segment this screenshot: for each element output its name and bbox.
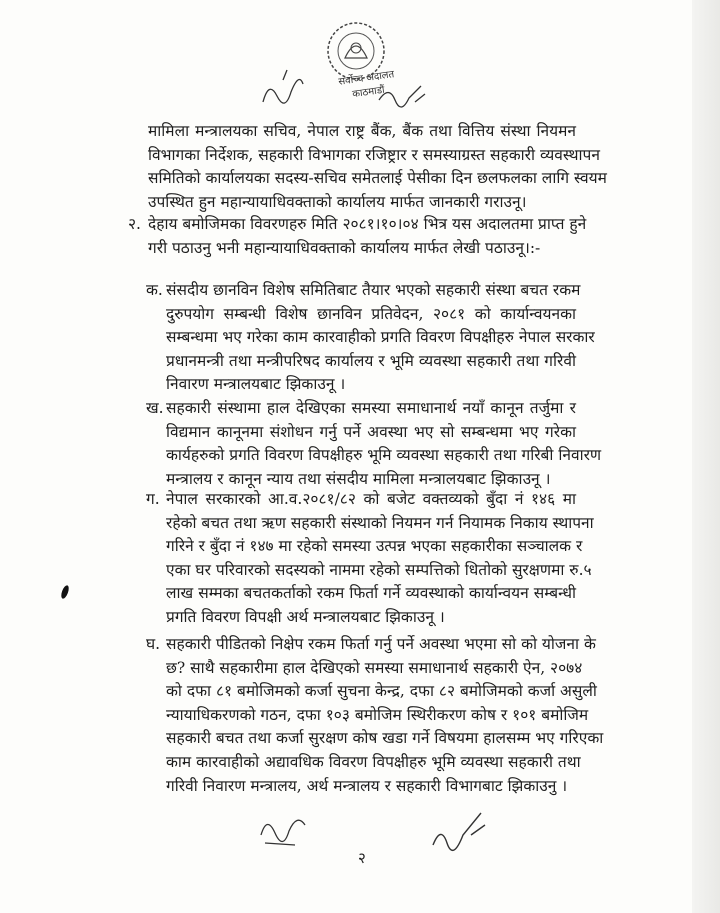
text-line: निवारण मन्त्रालयबाट झिकाउनू ।: [166, 375, 346, 394]
list-number: ग.: [146, 490, 160, 508]
signature-top-left: [255, 62, 315, 112]
text-line: गरिने र बुँदा नं १४७ मा रहेको समस्या उत्पन्न भएका सहकारीका सञ्चालक र: [166, 537, 583, 556]
text-line: छ? साथै सहकारीमा हाल देखिएको समस्या समाधानार्थ सहकारी ऐन, २०७४: [166, 658, 583, 677]
text-line: दुरुपयोग सम्बन्धी विशेष छानविन प्रतिवेदन, २०८१ को कार्यान्वयनका: [166, 304, 576, 323]
text-line: को दफा ८१ बमोजिमको कर्जा सुचना केन्द्र, दफा ८२ बमोजिमको कर्जा असुली: [166, 682, 597, 701]
text-line: न्यायाधिकरणको गठन, दफा १०३ बमोजिम स्थिरीकरण कोष र १०१ बमोजिम: [166, 705, 589, 724]
text-line: काम कारवाहीको अद्यावधिक विवरण विपक्षीहरु भूमि व्यवस्था सहकारी तथा: [166, 753, 581, 771]
text-line: सहकारी बचत तथा कर्जा सुरक्षण कोष खडा गर्ने विषयमा हालसम्म भए गरिएका: [166, 729, 604, 748]
text-line: प्रगति विवरण विपक्षी अर्थ मन्त्रालयबाट झिकाउनू ।: [166, 608, 445, 626]
text-line: रहेको बचत तथा ऋण सहकारी संस्थाको नियमन गर्न नियामक निकाय स्थापना: [166, 513, 594, 532]
text-line: गरिवी निवारण मन्त्रालय, अर्थ मन्त्रालय र सहकारी विभागबाट झिकाउनु ।: [166, 776, 568, 795]
text-line: संसदीय छानविन विशेष समितिबाट तैयार भएको सहकारी संस्था बचत रकम: [166, 281, 581, 299]
text-line: सम्बन्धमा भए गरेका काम कारवाहीको प्रगति विवरण विपक्षीहरु नेपाल सरकार: [166, 328, 595, 347]
signature-bottom-left: [255, 805, 315, 850]
page-edge-shadow: [692, 0, 720, 913]
text-line: गरी पठाउनु भनी महान्यायाधिवक्ताको कार्यालय मार्फत लेखी पठाउनू।:-: [148, 238, 541, 257]
page-number: २: [358, 849, 366, 867]
text-line: सहकारी पीडितको निक्षेप रकम फिर्ता गर्नु पर्ने अवस्था भएमा सो को योजना के: [166, 635, 596, 653]
text-line: उपस्थित हुन महान्यायाधिवक्ताको कार्यालय मार्फत जानकारी गराउनू।: [148, 192, 527, 211]
list-number: घ.: [146, 635, 161, 653]
signature-top-right: [375, 80, 435, 115]
text-line: मामिला मन्त्रालयका सचिव, नेपाल राष्ट्र बैंक, बैंक तथा वित्तिय संस्था नियमन: [148, 122, 576, 140]
text-line: लाख सम्मका बचतकर्ताको रकम फिर्ता गर्ने व्यवस्थाको कार्यान्वयन सम्बन्धी: [166, 584, 576, 603]
text-line: सहकारी संस्थामा हाल देखिएका समस्या समाधानार्थ नयाँ कानून तर्जुमा र: [166, 399, 576, 417]
text-line: नेपाल सरकारको आ.व.२०८१/८२ को बजेट वक्तव्यको बुँदा नं १४६ मा: [166, 490, 576, 508]
stamp-text-court: सर्वोच्च अदालत: [337, 69, 395, 88]
text-line: प्रधानमन्त्री तथा मन्त्रीपरिषद कार्यालय र भूमि व्यवस्था सहकारी तथा गरिवी: [166, 351, 576, 370]
text-line: देहाय बमोजिमका विवरणहरु मिति २०८१।१०।०४ भित्र यस अदालतमा प्राप्त हुने: [148, 215, 587, 233]
text-line: विद्यमान कानूनमा संशोधन गर्नु पर्ने अवस्था भए सो सम्बन्धमा भए गरेका: [166, 422, 576, 441]
text-line: कार्यहरुको प्रगति विवरण विपक्षीहरु भूमि व्यवस्था सहकारी तथा गरिबी निवारण: [166, 446, 602, 465]
margin-mark: [60, 584, 70, 599]
text-line: विभागका निर्देशक, सहकारी विभागका रजिष्ट्रार र समस्याग्रस्त सहकारी व्यवस्थापन: [148, 145, 600, 164]
stamp-text-city: काठमाडौं: [351, 84, 386, 101]
signature-bottom-right: [425, 805, 495, 860]
list-number: क.: [146, 281, 163, 299]
text-line: समितिको कार्यालयका सदस्य-सचिव समेतलाई पेसीका दिन छलफलका लागि स्वयम: [148, 169, 607, 188]
text-line: एका घर परिवारको सदस्यको नाममा रहेको सम्पत्तिको धितोको सुरक्षणमा रु.५: [166, 560, 592, 579]
list-number: ख.: [146, 399, 164, 417]
text-line: मन्त्रालय र कानून न्याय तथा संसदीय मामिला मन्त्रालयबाट झिकाउनू ।: [166, 469, 551, 488]
list-number: २.: [128, 215, 141, 233]
